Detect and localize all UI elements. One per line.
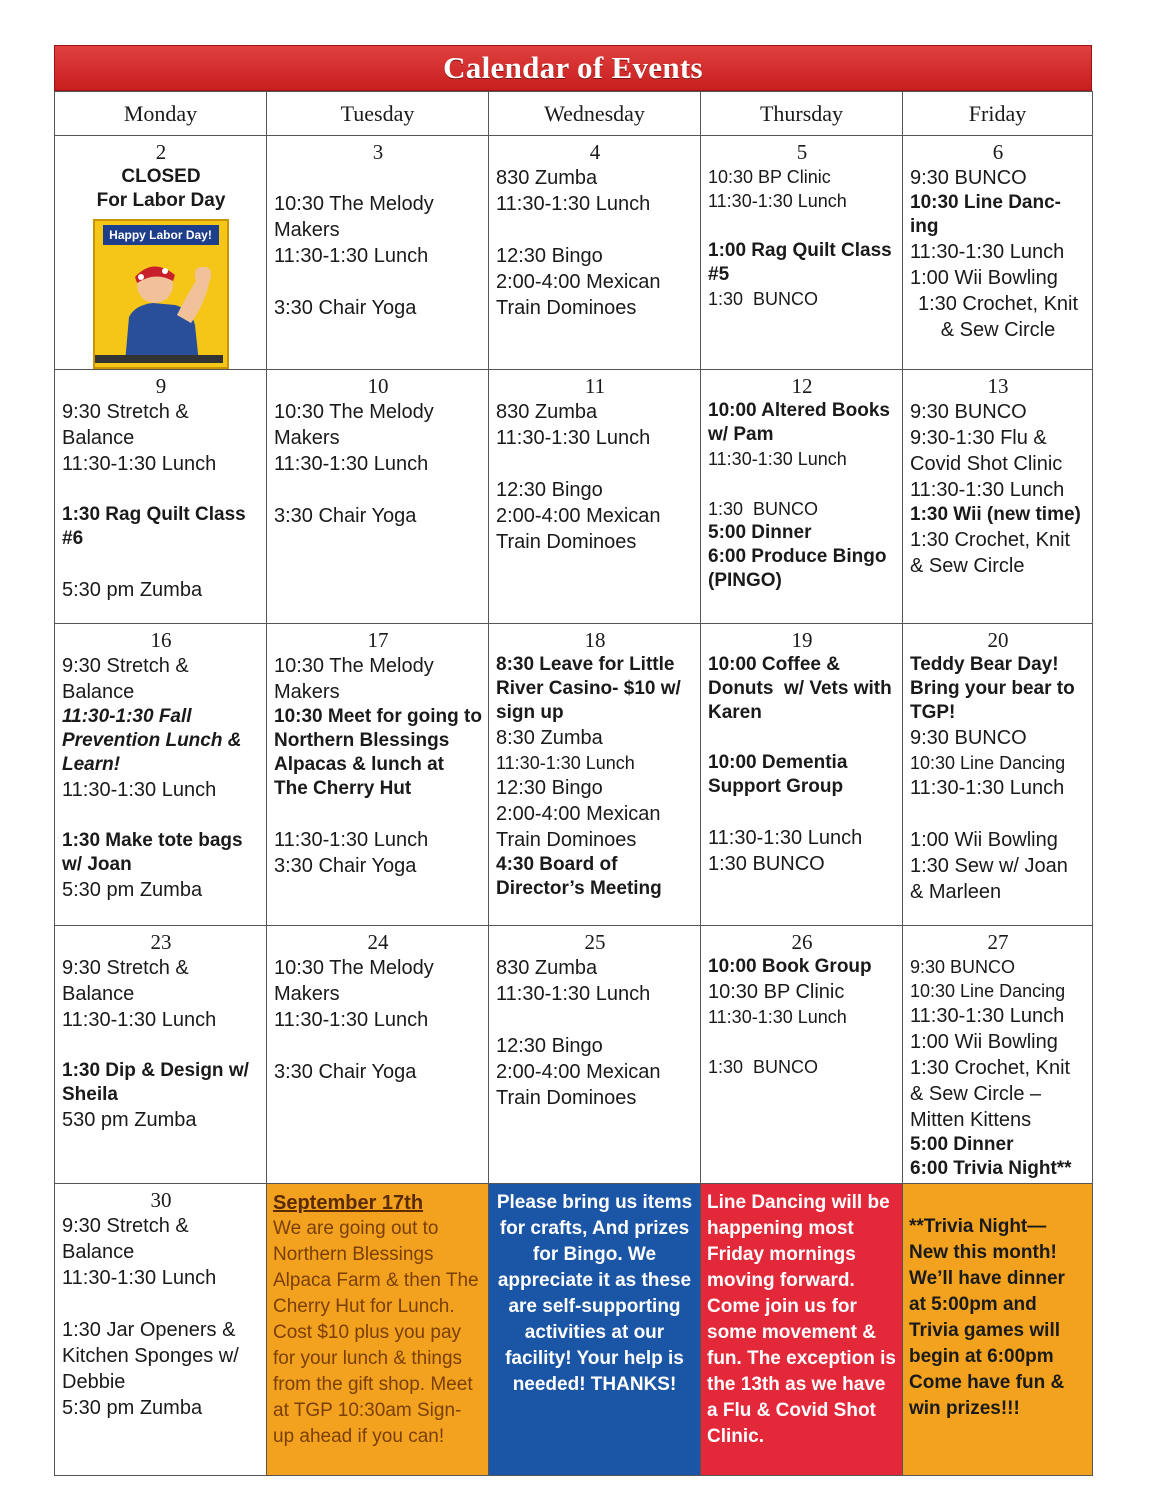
day-header-friday: Friday [903,92,1093,136]
date-number: 10 [367,374,389,398]
event-item: 10:30 BP Clinic [708,981,845,1003]
day-cell [55,624,267,926]
event-item: 9:30 BUNCO [910,401,1027,423]
day-cell [55,136,267,370]
spacer [496,217,694,243]
event-item: 1:30 Sew w/ Joan & Marleen [910,855,1074,903]
note-crafts [489,1184,701,1476]
event-item: 1:30 Crochet, Knit & Sew Circle – Mitten Kittens [910,1057,1076,1131]
event-item: 1:30 BUNCO [708,853,825,875]
event-item: 10:00 Dementia Support Group [708,752,853,797]
date-number: 6 [992,140,1004,164]
spacer [274,801,482,827]
date-number: 19 [791,628,813,652]
date-number: 5 [796,140,808,164]
date-number: 11 [584,374,606,398]
event-item: 11:30-1:30 Lunch [910,777,1065,799]
event-item: 830 Zumba [496,957,598,979]
day-header-monday: Monday [55,92,267,136]
event-item: 1:30 Dip & Design w/ Sheila [62,1060,255,1105]
event-item: 1:30 Make tote bags w/ Joan [62,830,248,875]
event-item: 3:30 Chair Yoga [274,505,417,527]
date-number: 4 [589,140,601,164]
note-line-dancing [701,1184,903,1476]
event-item: 2:00-4:00 Mexican Train Dominoes [496,1061,666,1109]
event-item: 10:30 The Melody Makers [274,957,440,1005]
event-item: 11:30-1:30 Lunch [274,245,429,267]
week-row [55,926,1093,1184]
event-item: 1:30 Wii (new time) [910,504,1081,525]
event-item: 10:00 Coffee & Donuts w/ Vets with Karen [708,654,897,723]
day-header-thursday: Thursday [701,92,903,136]
event-item: 11:30-1:30 Lunch [62,1009,217,1031]
event-item: 830 Zumba [496,167,598,189]
day-cell [55,926,267,1184]
day-cell [701,136,903,370]
event-item: 12:30 Bingo [496,1035,603,1057]
event-item: 3:30 Chair Yoga [274,297,417,319]
event-item: 9:30 Stretch & Balance [62,1215,195,1263]
day-cell [267,136,489,370]
event-item: 3:30 Chair Yoga [274,1061,417,1083]
date-number: 26 [791,930,813,954]
day-cell [489,624,701,926]
event-item: 9:30 Stretch & Balance [62,957,195,1005]
event-item: 1:30 BUNCO [708,1057,819,1077]
event-item: 10:00 Book Group [708,956,872,977]
event-item: 530 pm Zumba [62,1109,197,1131]
event-item: 2:00-4:00 Mexican Train Dominoes [496,505,666,553]
note-trivia-text: **Trivia Night— New this month! We’ll have dinner at 5:00pm and Trivia games will begin at 6:00pm Come have fun & win prizes!!! [903,1184,1092,1428]
event-item: 1:30 Crochet, Knit & Sew Circle [917,293,1084,341]
week-row [55,624,1093,926]
event-item: 10:30 The Melody Makers [274,401,440,449]
event-item: 11:30-1:30 Lunch [496,193,651,215]
event-item: 1:30 BUNCO [708,499,819,519]
event-item: 11:30-1:30 Lunch [274,1009,429,1031]
event-item: 9:30 Stretch & Balance [62,401,195,449]
date-number: 9 [155,374,167,398]
event-item: 11:30-1:30 Lunch [708,1007,847,1027]
day-cell [903,136,1093,370]
event-item: 5:00 Dinner [708,522,812,543]
date-number: 30 [150,1188,172,1212]
event-item: 11:30-1:30 Lunch [910,479,1065,501]
event-item: 1:00 Wii Bowling [910,267,1058,289]
day-cell [701,624,903,926]
day-cell [903,624,1093,926]
spacer [496,1007,694,1033]
event-item: 10:30 The Melody Makers [274,193,440,241]
day-cell [267,624,489,926]
weekday-header-row [55,92,1093,136]
event-item: 10:30 Line Dancing [910,753,1066,773]
event-item: 2:00-4:00 Mexican Train Dominoes [496,271,666,319]
note-trivia [903,1184,1093,1476]
labor-day-poster [93,219,229,369]
event-item: 830 Zumba [496,401,598,423]
date-number: 17 [367,628,389,652]
event-item: 11:30-1:30 Lunch [496,753,635,773]
spacer [708,471,896,497]
event-item: 9:30 Stretch & Balance [62,655,195,703]
spacer [62,477,260,503]
day-cell [489,926,701,1184]
day-cell [55,370,267,624]
calendar-title: Calendar of Events [54,45,1092,91]
spacer [62,803,260,829]
event-item: 3:30 Chair Yoga [274,855,417,877]
event-item: 1:00 Rag Quilt Class #5 [708,240,898,285]
spacer [708,799,896,825]
event-item: 11:30-1:30 Lunch [708,449,847,469]
event-item: 11:30-1:30 Fall Prevention Lunch & Learn! [62,706,247,775]
day-cell [267,370,489,624]
note-line-dancing-text: Line Dancing will be happening most Friday mornings moving forward. Come join us for some movement & fun. The exception is the 13th as we have a Flu & Covid Shot Clinic. [701,1184,902,1456]
date-number: 16 [150,628,172,652]
spacer [708,1029,896,1055]
date-number: 2 [155,140,167,164]
spacer [496,451,694,477]
date-number: 18 [584,628,606,652]
date-number: 3 [372,140,384,164]
event-item: 2:00-4:00 Mexican Train Dominoes [496,803,666,851]
day-cell [489,136,701,370]
note-september-17 [267,1184,489,1476]
spacer [274,269,482,295]
event-item: 5:30 pm Zumba [62,1397,203,1419]
event-item: For Labor Day [96,190,226,211]
event-item: 11:30-1:30 Lunch [496,983,651,1005]
event-item: 10:30 Line Dancing [910,981,1066,1001]
event-item: 11:30-1:30 Lunch [274,829,429,851]
event-item: 1:00 Wii Bowling [910,1031,1058,1053]
event-item: 8:30 Leave for Little River Casino- $10 w/ sign up [496,654,687,723]
date-number: 20 [987,628,1009,652]
event-item: 11:30-1:30 Lunch [62,1267,217,1289]
week-row-notes [55,1184,1093,1476]
spacer [274,165,482,191]
event-item: 4:30 Board of Director’s Meeting [496,854,662,899]
spacer [708,213,896,239]
event-item: 11:30-1:30 Lunch [62,779,217,801]
event-item: 11:30-1:30 Lunch [274,453,429,475]
event-item: 9:30 BUNCO [910,727,1027,749]
event-item: 12:30 Bingo [496,479,603,501]
event-item: 5:30 pm Zumba [62,579,203,601]
event-item: 10:30 The Melody Makers [274,655,440,703]
event-item: CLOSED [121,166,201,187]
week-row [55,136,1093,370]
event-item: 10:30 BP Clinic [708,167,831,187]
event-item: 12:30 Bingo [496,245,603,267]
day-cell [903,926,1093,1184]
day-cell [701,370,903,624]
note-crafts-text: Please bring us items for crafts, And prizes for Bingo. We appreciate it as these are self-supporting activities at our facility! Your help is needed! THANKS! [489,1184,700,1404]
event-item: 11:30-1:30 Lunch [708,191,847,211]
event-item: 6:00 Produce Bingo (PINGO) [708,546,892,591]
spacer [62,1291,260,1317]
event-item: 10:30 Line Danc-ing [910,192,1061,237]
poster-title: Happy Labor Day! [103,225,219,245]
day-header-wednesday: Wednesday [489,92,701,136]
spacer [274,1033,482,1059]
date-number: 25 [584,930,606,954]
calendar-grid [54,91,1093,1476]
day-header-tuesday: Tuesday [267,92,489,136]
event-item: 9:30 BUNCO [910,957,1016,977]
event-item: 11:30-1:30 Lunch [708,827,863,849]
event-item: 8:30 Zumba [496,727,603,749]
rosie-riveter-illustration [95,247,223,363]
day-cell [903,370,1093,624]
spacer [62,1033,260,1059]
date-number: 27 [987,930,1009,954]
day-cell [55,1184,267,1476]
day-cell [701,926,903,1184]
event-item: 11:30-1:30 Lunch [910,1005,1065,1027]
event-item: 1:30 Crochet, Knit & Sew Circle [910,529,1076,577]
event-item: 1:00 Wii Bowling [910,829,1058,851]
event-item: 10:00 Altered Books w/ Pam [708,400,896,445]
event-item: 1:30 Rag Quilt Class #6 [62,504,252,549]
spacer [910,801,1086,827]
event-item: 9:30-1:30 Flu & Covid Shot Clinic [910,427,1063,475]
date-number: 24 [367,930,389,954]
spacer [708,725,896,751]
week-row [55,370,1093,624]
event-item: Teddy Bear Day! Bring your bear to TGP! [910,654,1080,723]
note-september-17-title: September 17th [273,1192,424,1214]
event-item: 12:30 Bingo [496,777,603,799]
spacer [274,477,482,503]
event-item: 10:30 Meet for going to Northern Blessings Alpacas & lunch at The Cherry Hut [274,706,488,799]
event-item: 6:00 Trivia Night** [910,1158,1072,1179]
event-item: 1:30 BUNCO [708,289,819,309]
note-september-17-body: We are going out to Northern Blessings Alpaca Farm & then The Cherry Hut for Lunch. Cost $10 plus you pay for your lunch & things from the gift shop. Meet at TGP 10:30am Sign-up ahead if you can! [273,1218,479,1447]
calendar [54,45,1092,1476]
day-cell [267,926,489,1184]
date-number: 23 [150,930,172,954]
date-number: 13 [987,374,1009,398]
event-item: 11:30-1:30 Lunch [910,241,1065,263]
event-item: 5:30 pm Zumba [62,879,203,901]
event-item: 11:30-1:30 Lunch [62,453,217,475]
spacer [62,551,260,577]
event-item: 9:30 BUNCO [910,167,1027,189]
date-number: 12 [791,374,813,398]
event-item: 11:30-1:30 Lunch [496,427,651,449]
day-cell [489,370,701,624]
event-item: 1:30 Jar Openers & Kitchen Sponges w/ Debbie [62,1319,245,1393]
event-item: 5:00 Dinner [910,1134,1014,1155]
